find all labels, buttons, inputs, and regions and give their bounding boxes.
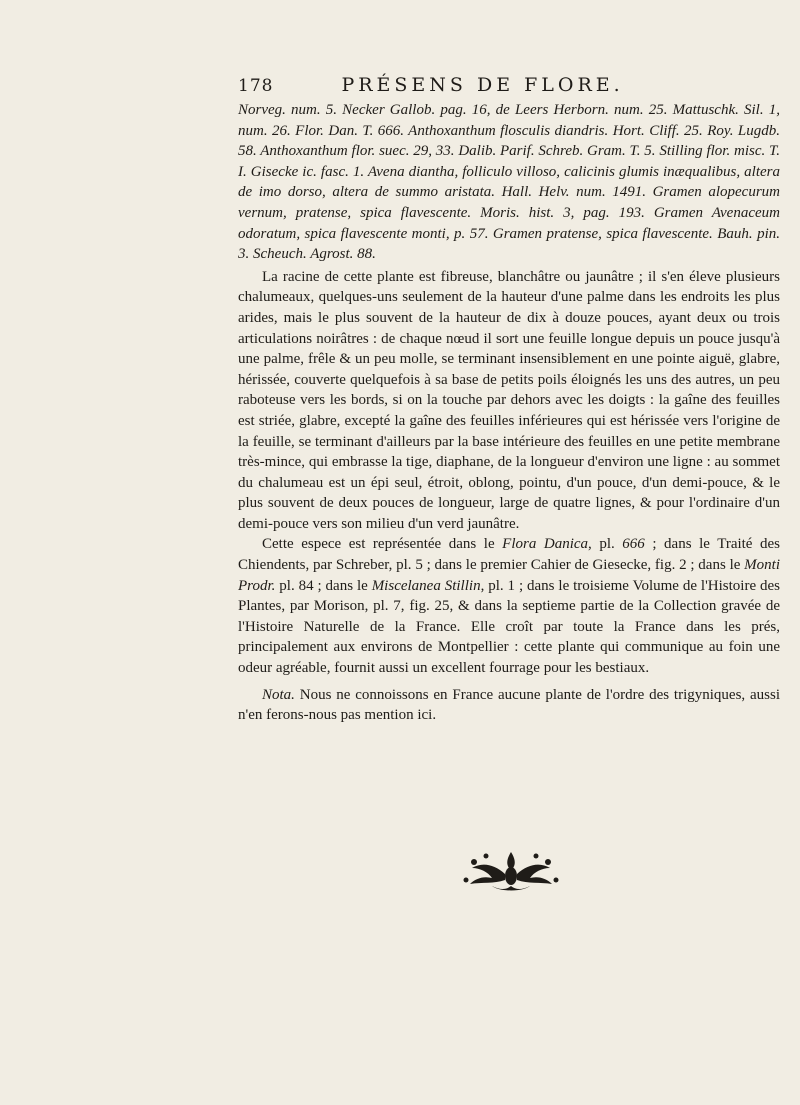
page-number: 178 — [238, 76, 274, 96]
fleuron-ornament-icon — [462, 846, 560, 894]
nota-text: Nous ne connoissons en France aucune plante de l'ordre des trigyniques, aussi n'en ferons-nous pas mention ici. — [238, 686, 780, 724]
show-through-text — [552, 815, 792, 833]
description-paragraph: La racine de cette plante est fibreuse, blanchâtre ou jaunâtre ; il s'en éleve plusieurs chalumeaux, quelques-uns seulement de la hauteur d'une palme dans les endroits les plus arides, mais le plus souvent de la hauteur de dix à douze pouces, ayant deux ou trois articulations noirâtres : de chaque nœud il sort une feuille longue depuis un pouce jusqu'à une palme, frêle & un peu molle, se terminant insensiblement en une pointe aiguë, glabre, hérissée, couverte quelquefois à sa base de petits poils éloignés les uns des autres, un peu raboteuse vers les bords, si on la touche par dehors avec les doigts : la gaîne des feuilles est striée, glabre, excepté la gaîne des feuilles inférieures qui est hérissée vers l'origine de la feuille, se terminant d'ailleurs par la base intérieure des feuilles en une petite membrane très-mince, qui embrasse la tige, diaphane, de la longueur d'environ une ligne : au sommet du chalumeau est un épi seul, étroit, oblong, pointu, d'un pouce, d'un demi-pouce, & le plus souvent de deux pouces de longueur, large de quatre lignes, & pour l'ordinaire d'un demi-pouce vers son milieu d'un verd jaunâtre. — [238, 268, 780, 532]
page-body — [238, 100, 780, 726]
nota-paragraph — [238, 685, 780, 726]
running-title: PRÉSENS DE FLORE. — [341, 74, 624, 96]
page-header — [238, 74, 778, 96]
nota-label: Nota. — [262, 686, 295, 703]
illustrations-paragraph: Cette espece est représentée dans le Flora Danica, pl. 666 ; dans le Traité des Chiendents, par Schreber, pl. 5 ; dans le premier Cahier de Giesecke, fig. 2 ; dans le Monti Prodr. pl. 84 ; dans le Miscelanea Stillin, pl. 1 ; dans le troisieme Volume de l'Histoire des Plantes, par Morison, pl. 7, fig. 25, & dans la septieme partie de la Collection gravée de l'Histoire Naturelle de la France. Elle croît par toute la France dans les prés, principalement aux environs de Montpellier : cette plante qui communique au foin une odeur agréable, fournit aussi un excellent fourrage pour les bestiaux. — [238, 536, 781, 677]
bibliographic-references: Norveg. num. 5. Necker Gallob. pag. 16, de Leers Herborn. num. 25. Mattuschk. Sil. 1, num. 26. Flor. Dan. T. 666. Anthoxanthum flosculis diandris. Hort. Cliff. 25. Roy. Lugdb. 58. Anthoxanthum flor. suec. 29, 33. Dalib. Parif. Schreb. Gram. T. 5. Stilling flor. misc. T. I. Gisecke ic. fasc. 1. Avena diantha, folliculo villoso, calicinis glumis inæqualibus, altera de imo dorso, altera de summo aristata. Hall. Helv. num. 1491. Gramen alopecurum vernum, pratense, spica flavescente. Moris. hist. 3, pag. 193. Gramen Avenaceum odoratum, spica flavescente monti, p. 57. Gramen pratense, spica flavescente. Bauh. pin. 3. Scheuch. Agrost. 88. — [238, 102, 780, 263]
